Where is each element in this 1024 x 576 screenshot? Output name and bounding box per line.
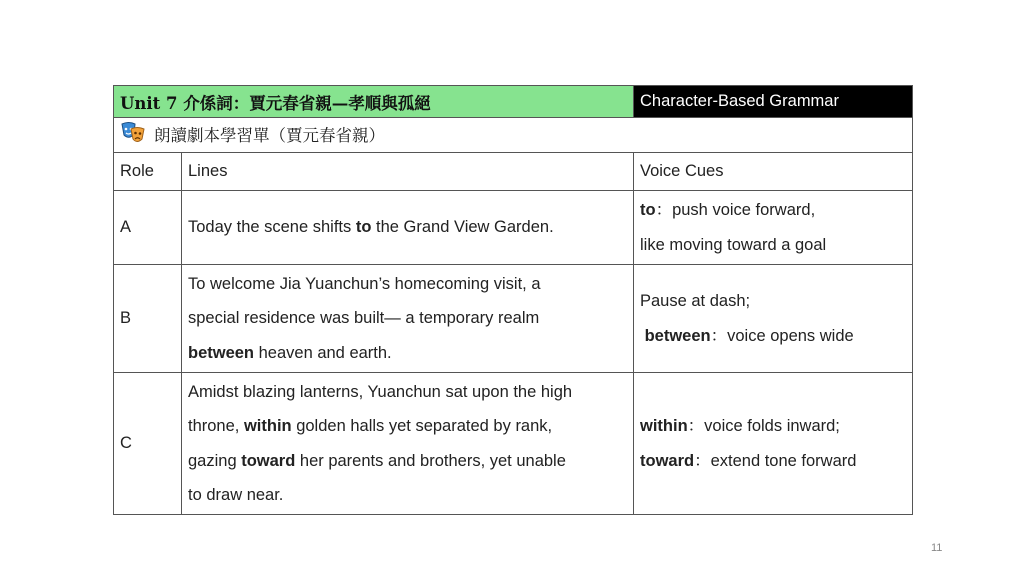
page-number: 11 xyxy=(931,542,943,554)
unit-title: Unit 7 介係詞：賈元春省親—孝順與孤絕 xyxy=(114,86,634,118)
cues-cell: Pause at dash; between：voice opens wide xyxy=(634,265,913,373)
table-row xyxy=(114,265,913,373)
theater-masks-icon xyxy=(120,121,146,145)
section-label: Character-Based Grammar xyxy=(634,86,913,118)
subtitle-cell xyxy=(114,118,913,153)
cues-cell: within：voice folds inward; toward：extend tone forward xyxy=(634,373,913,515)
subtitle-text: 朗讀劇本學習單（賈元春省親） xyxy=(154,125,385,145)
cues-cell: to：push voice forward, like moving toward a goal xyxy=(634,191,913,265)
role-cell: C xyxy=(114,373,182,515)
lines-cell: To welcome Jia Yuanchun’s homecoming visit, a special residence was built— a temporary realm between heaven and earth. xyxy=(182,265,634,373)
lines-cell: Today the scene shifts to the Grand View Garden. xyxy=(182,191,634,265)
lines-header: Lines xyxy=(182,153,634,191)
role-cell: B xyxy=(114,265,182,373)
table-row xyxy=(114,191,913,265)
title-row xyxy=(114,86,913,118)
role-cell: A xyxy=(114,191,182,265)
cues-header: Voice Cues xyxy=(634,153,913,191)
lines-cell: Amidst blazing lanterns, Yuanchun sat upon the high throne, within golden halls yet separated by rank, gazing toward her parents and brothers, yet unable to draw near. xyxy=(182,373,634,515)
role-header: Role xyxy=(114,153,182,191)
subtitle-row xyxy=(114,118,913,153)
script-table xyxy=(113,85,913,515)
column-header-row xyxy=(114,153,913,191)
table-row xyxy=(114,373,913,515)
